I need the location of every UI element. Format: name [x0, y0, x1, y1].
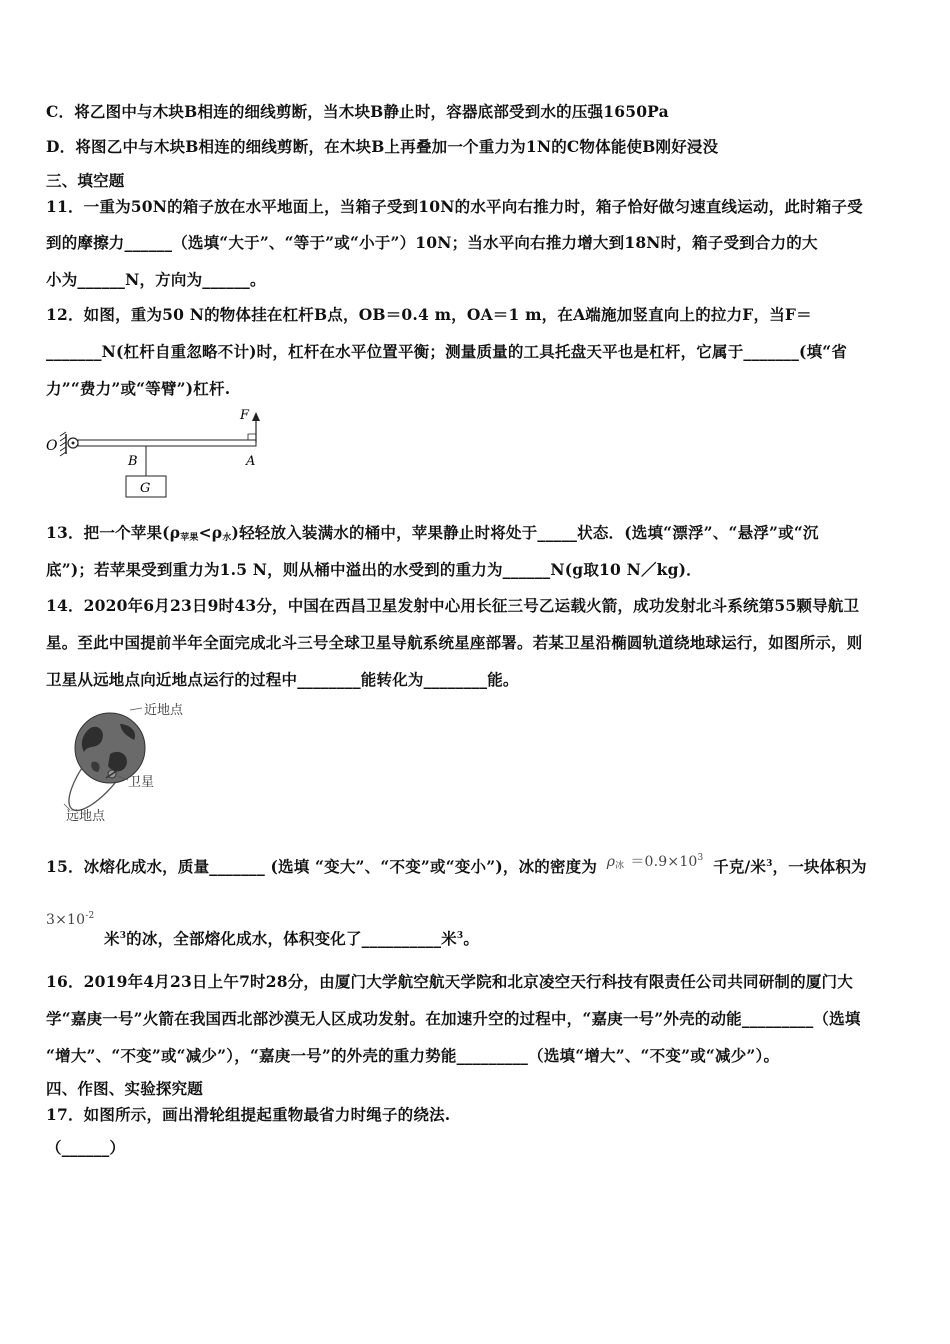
q12-line-2: _______N(杠杆自重忽略不计)时，杠杆在水平位置平衡；测量质量的工具托盘天平也是杠杆，它属于_______(填“省	[46, 342, 848, 361]
label-b: B	[128, 454, 138, 469]
label-o: O	[46, 438, 58, 454]
q15-line-2: 米$^3$的冰，全部熔化成水，体积变化了__________米$^3$。	[104, 929, 480, 948]
q17-line: 17．如图所示，画出滑轮组提起重物最省力时绳子的绕法.	[46, 1105, 451, 1124]
label-perigee: 近地点	[144, 703, 184, 718]
option-c: C．将乙图中与木块B相连的细线剪断，当木块B静止时，容器底部受到水的压强1650Pa	[46, 102, 669, 121]
q13-line-2: 底”)；若苹果受到重力为1.5 N，则从桶中溢出的水受到的重力为______N(g取10 N／kg)．	[46, 560, 702, 579]
q12-line-1: 12．如图，重为50 N的物体挂在杠杆B点，OB＝0.4 m，OA＝1 m，在A端施加竖直向上的拉力F，当F＝	[46, 305, 812, 324]
q14-line-1: 14．2020年6月23日9时43分，中国在西昌卫星发射中心用长征三号乙运载火箭，成功发射北斗系统第55颗导航卫	[46, 596, 860, 615]
label-satellite: 卫星	[128, 775, 155, 790]
label-g: G	[140, 481, 151, 496]
q14-line-2: 星。至此中国提前半年全面完成北斗三号全球卫星导航系统星座部署。若某卫星沿椭圆轨道绕地球运行，如图所示，则	[46, 633, 863, 652]
lever-diagram	[44, 406, 268, 502]
q14-line-3: 卫星从远地点向近地点运行的过程中________能转化为________能。	[46, 670, 519, 689]
q13-line-1: 13．把一个苹果$(\rho_{苹果}<\rho_水)$轻轻放入装满水的桶中，苹果静止时将处于_____状态．(选填“漂浮”、“悬浮”或“沉	[46, 523, 819, 543]
q16-line-2: 学“嘉庚一号”火箭在我国西北部沙漠无人区成功发射。在加速升空的过程中，“嘉庚一号”外壳的动能_________（选填	[46, 1009, 861, 1028]
section-4-heading: 四、作图、实验探究题	[46, 1079, 204, 1098]
ice-density-formula: $\rho_冰 =0.9\times 10^3$	[606, 853, 704, 871]
option-d: D．将图乙中与木块B相连的细线剪断，在木块B上再叠加一个重力为1N的C物体能使B刚好浸没	[46, 137, 719, 156]
q11-line-3: 小为______N，方向为______。	[46, 270, 266, 289]
q16-line-3: “增大”、“不变”或“减少”），“嘉庚一号”的外壳的重力势能_________（选填“增大”、“不变”或“减少”）。	[46, 1046, 780, 1065]
q17-answer-blank: （______）	[46, 1138, 126, 1157]
q11-line-1: 11．一重为50N的箱子放在水平地面上，当箱子受到10N的水平向右推力时，箱子恰好做匀速直线运动，此时箱子受	[46, 197, 863, 216]
q11-line-2: 到的摩擦力______（选填“大于”、“等于”或“小于”）10N；当水平向右推力增大到18N时，箱子受到合力的大	[46, 233, 818, 252]
label-f: F	[240, 408, 250, 423]
q15-line-1: 15．冰熔化成水，质量_______ (选填 “变大”、“不变”或“变小”)，冰的密度为 $\rho_冰 =0.9\times 10^3$ 千克/米$^3$，一块体积为	[46, 848, 867, 877]
label-apogee: 远地点	[66, 809, 106, 824]
satellite-orbit-diagram	[44, 700, 214, 826]
lever-bar	[78, 440, 256, 446]
pivot-support	[60, 432, 78, 456]
q16-line-1: 16．2019年4月23日上午7时28分，由厦门大学航空航天学院和北京凌空天行科技有限责任公司共同研制的厦门大	[46, 972, 853, 991]
q12-line-3: 力”“费力”或“等臂”)杠杆.	[46, 379, 231, 398]
label-a: A	[246, 454, 256, 469]
q15-formula-volume: $3\times 10^{-2}$	[46, 911, 95, 928]
section-3-heading: 三、填空题	[46, 171, 125, 190]
